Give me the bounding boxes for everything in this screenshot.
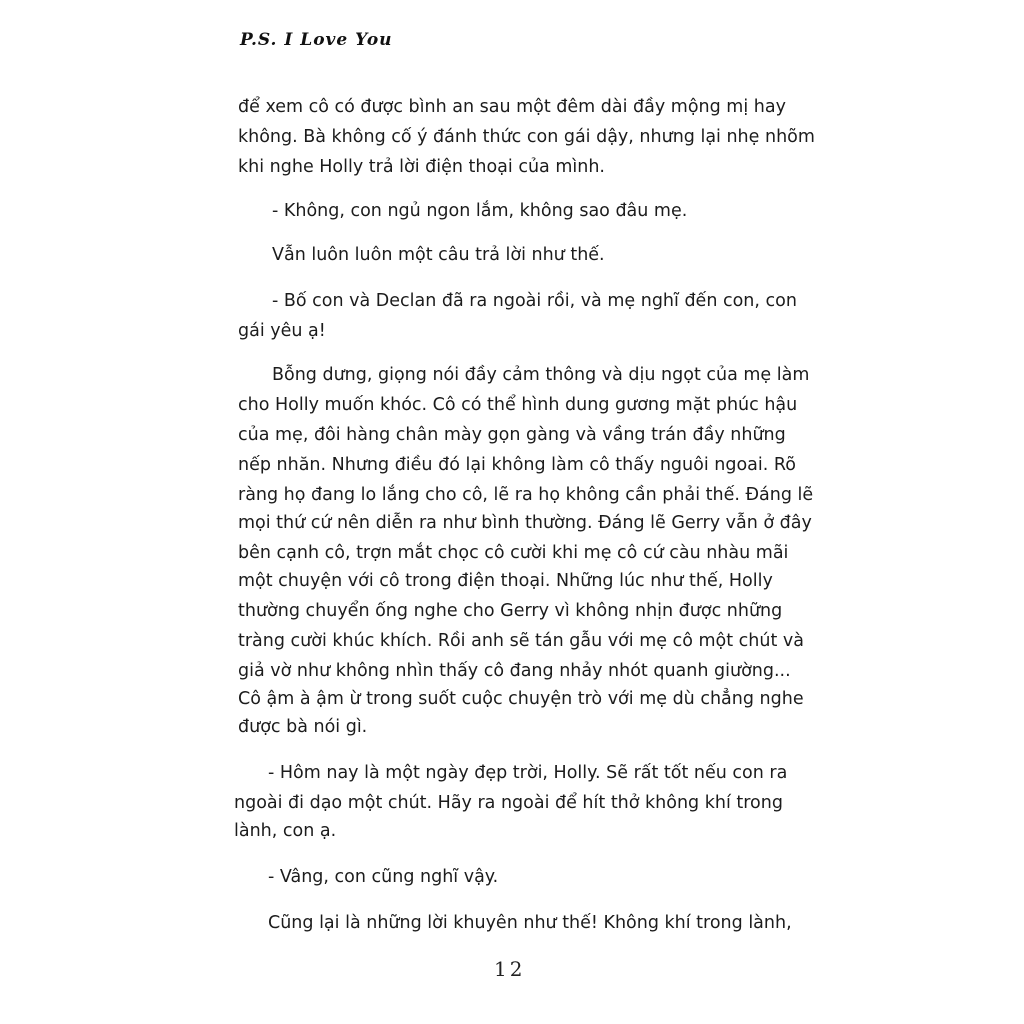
text-line: tràng cười khúc khích. Rồi anh sẽ tán gẫu với mẹ cô một chút và	[238, 631, 804, 651]
text-line: mọi thứ cứ nên diễn ra như bình thường. Đáng lẽ Gerry vẫn ở đây	[238, 513, 812, 533]
text-line: Vẫn luôn luôn một câu trả lời như thế.	[272, 245, 605, 265]
text-line: của mẹ, đôi hàng chân mày gọn gàng và vầng trán đầy những	[238, 425, 786, 445]
text-line: - Vâng, con cũng nghĩ vậy.	[268, 867, 499, 887]
text-line: Cô ậm à ậm ừ trong suốt cuộc chuyện trò với mẹ dù chẳng nghe	[238, 689, 804, 709]
text-line: ngoài đi dạo một chút. Hãy ra ngoài để hít thở không khí trong	[234, 793, 783, 813]
text-line: được bà nói gì.	[238, 717, 368, 737]
text-line: - Không, con ngủ ngon lắm, không sao đâu mẹ.	[272, 201, 688, 221]
text-line: ràng họ đang lo lắng cho cô, lẽ ra họ không cần phải thế. Đáng lẽ	[238, 485, 814, 505]
text-line: bên cạnh cô, trợn mắt chọc cô cười khi mẹ cô cứ càu nhàu mãi	[238, 543, 789, 563]
text-line: lành, con ạ.	[234, 821, 337, 841]
text-line: gái yêu ạ!	[238, 321, 326, 341]
text-line: khi nghe Holly trả lời điện thoại của mình.	[238, 157, 605, 177]
running-header: P.S. I Love You	[240, 30, 393, 50]
text-line: không. Bà không cố ý đánh thức con gái dậy, nhưng lại nhẹ nhõm	[238, 127, 815, 147]
text-line: - Hôm nay là một ngày đẹp trời, Holly. Sẽ rất tốt nếu con ra	[268, 763, 788, 783]
text-line: Bỗng dưng, giọng nói đầy cảm thông và dịu ngọt của mẹ làm	[272, 365, 810, 385]
text-line: cho Holly muốn khóc. Cô có thể hình dung gương mặt phúc hậu	[238, 395, 798, 415]
text-line: để xem cô có được bình an sau một đêm dài đầy mộng mị hay	[238, 97, 786, 117]
page-number: 12	[494, 957, 526, 981]
text-line: Cũng lại là những lời khuyên như thế! Không khí trong lành,	[268, 913, 792, 933]
text-line: thường chuyển ống nghe cho Gerry vì không nhịn được những	[238, 601, 783, 621]
text-line: nếp nhăn. Nhưng điều đó lại không làm cô thấy nguôi ngoai. Rõ	[238, 455, 796, 475]
text-line: giả vờ như không nhìn thấy cô đang nhảy nhót quanh giường...	[238, 661, 791, 681]
text-line: một chuyện với cô trong điện thoại. Những lúc như thế, Holly	[238, 571, 773, 591]
text-line: - Bố con và Declan đã ra ngoài rồi, và mẹ nghĩ đến con, con	[272, 291, 797, 311]
